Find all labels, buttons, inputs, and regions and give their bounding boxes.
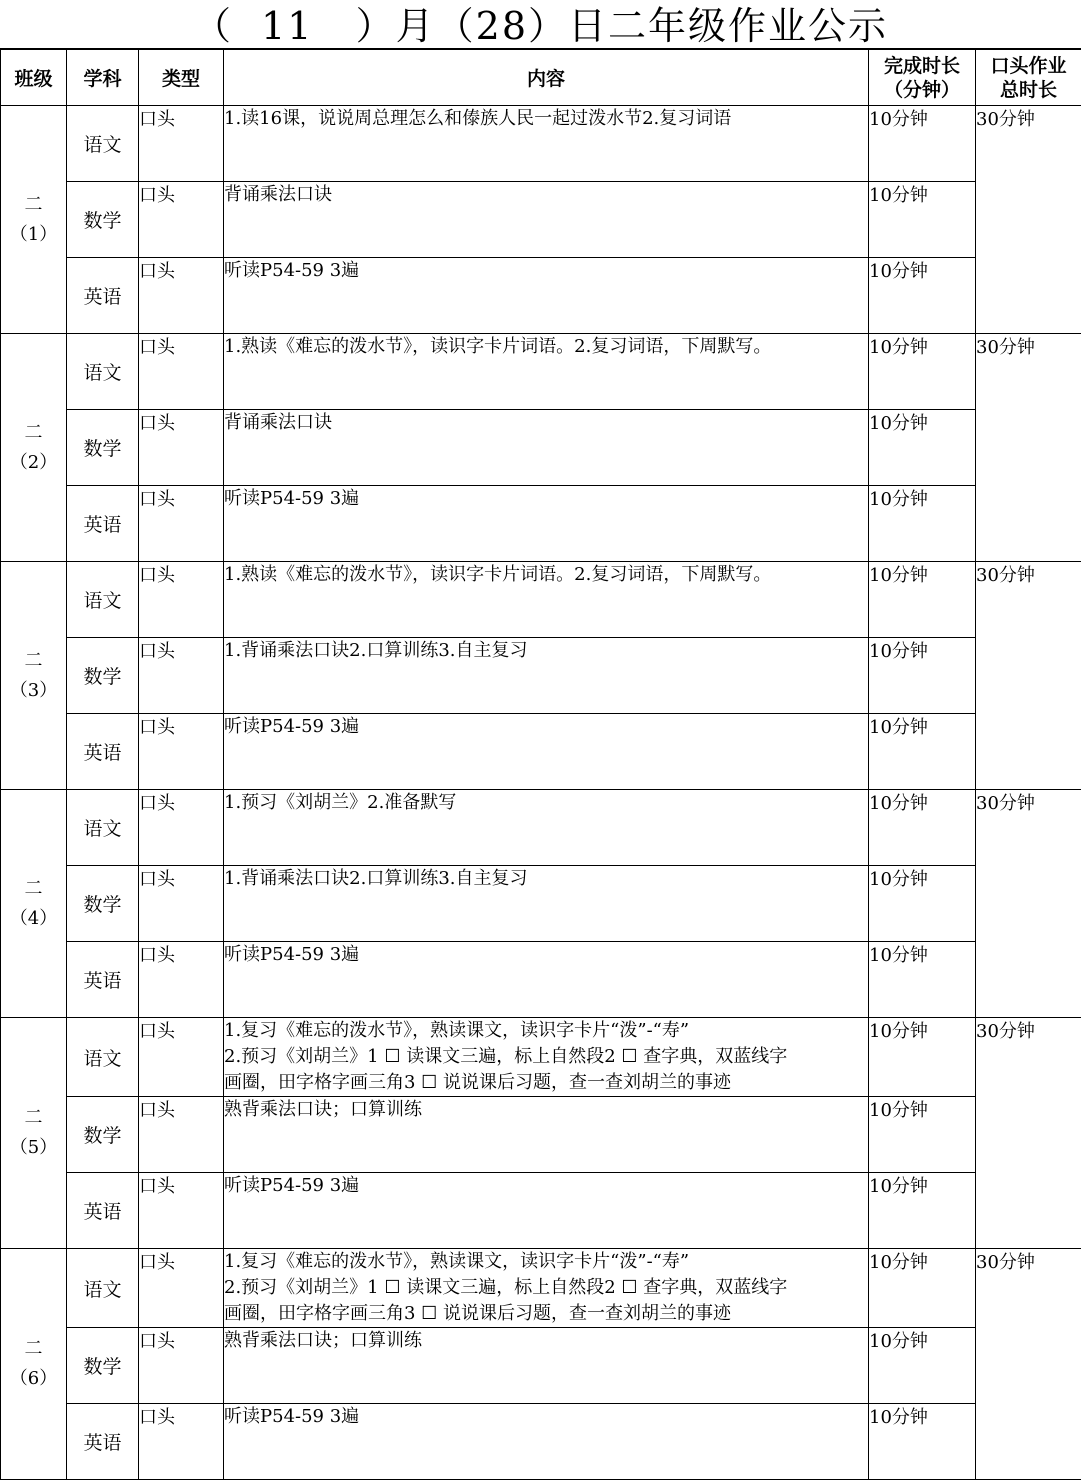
class-grade: 二 [1,874,66,904]
content-cell [224,790,869,866]
content-cell [224,638,869,714]
type-cell: 口头 [139,1328,224,1404]
header-total-line2: 总时长 [976,78,1081,102]
table-row [1,1328,1081,1404]
class-number: （1） [1,220,66,250]
duration-cell: 10分钟 [869,486,976,562]
table-row [1,1404,1081,1480]
subject-cell: 英语 [67,942,139,1018]
duration-cell: 10分钟 [869,714,976,790]
subject-cell: 数学 [67,1328,139,1404]
type-cell: 口头 [139,258,224,334]
content-line: 听读P54-59 3遍 [224,714,868,740]
subject-cell: 英语 [67,1404,139,1480]
table-row [1,1097,1081,1173]
content-line: 2.预习《刘胡兰》1 ☐ 读课文三遍，标上自然段2 ☐ 查字典，双蓝线字 [224,1044,868,1070]
table-body [1,106,1081,1480]
type-cell: 口头 [139,1249,224,1328]
total-duration-cell: 30分钟 [976,1018,1081,1249]
content-cell [224,1173,869,1249]
class-grade: 二 [1,646,66,676]
class-number: （3） [1,676,66,706]
duration-cell: 10分钟 [869,1328,976,1404]
class-cell [1,562,67,790]
content-cell [224,106,869,182]
duration-cell: 10分钟 [869,942,976,1018]
content-cell [224,486,869,562]
subject-cell: 语文 [67,334,139,410]
type-cell: 口头 [139,1018,224,1097]
subject-cell: 数学 [67,1097,139,1173]
header-row [1,50,1081,106]
class-cell [1,106,67,334]
duration-cell: 10分钟 [869,790,976,866]
class-grade: 二 [1,190,66,220]
content-line: 熟背乘法口诀；口算训练 [224,1328,868,1354]
header-duration-line2: （分钟） [869,78,975,102]
subject-cell: 英语 [67,714,139,790]
table-row [1,334,1081,410]
content-line: 背诵乘法口诀 [224,182,868,208]
subject-cell: 数学 [67,638,139,714]
duration-cell: 10分钟 [869,1097,976,1173]
header-type: 类型 [139,50,224,106]
table-row [1,258,1081,334]
homework-table [0,49,1081,1480]
header-content: 内容 [224,50,869,106]
content-line: 1.背诵乘法口诀2.口算训练3.自主复习 [224,638,868,664]
subject-cell: 语文 [67,106,139,182]
table-row [1,714,1081,790]
subject-cell: 语文 [67,562,139,638]
content-cell [224,410,869,486]
content-cell [224,1404,869,1480]
duration-cell: 10分钟 [869,1249,976,1328]
type-cell: 口头 [139,866,224,942]
table-row [1,638,1081,714]
total-duration-cell: 30分钟 [976,334,1081,562]
content-line: 背诵乘法口诀 [224,410,868,436]
subject-cell: 语文 [67,1249,139,1328]
type-cell: 口头 [139,334,224,410]
content-cell [224,866,869,942]
type-cell: 口头 [139,410,224,486]
duration-cell: 10分钟 [869,638,976,714]
table-row [1,106,1081,182]
content-line: 画圈，田字格字画三角3 ☐ 说说课后习题，查一查刘胡兰的事迹 [224,1070,868,1096]
header-duration-line1: 完成时长 [869,54,975,78]
page-title: （ 11 ）月（28）日二年级作业公示 [0,0,1081,49]
subject-cell: 语文 [67,1018,139,1097]
class-cell [1,1018,67,1249]
total-duration-cell: 30分钟 [976,790,1081,1018]
content-cell [224,182,869,258]
subject-cell: 英语 [67,486,139,562]
total-duration-cell: 30分钟 [976,562,1081,790]
type-cell: 口头 [139,1097,224,1173]
class-grade: 二 [1,1334,66,1364]
content-cell [224,562,869,638]
content-line: 1.复习《难忘的泼水节》，熟读课文，读识字卡片“泼”-“寿” [224,1249,868,1275]
content-line: 画圈，田字格字画三角3 ☐ 说说课后习题，查一查刘胡兰的事迹 [224,1301,868,1327]
content-cell [224,1097,869,1173]
class-number: （4） [1,904,66,934]
content-line: 听读P54-59 3遍 [224,486,868,512]
table-row [1,1018,1081,1097]
table-row [1,1249,1081,1328]
duration-cell: 10分钟 [869,1173,976,1249]
type-cell: 口头 [139,106,224,182]
type-cell: 口头 [139,638,224,714]
table-row [1,182,1081,258]
content-line: 1.预习《刘胡兰》2.准备默写 [224,790,868,816]
class-cell [1,790,67,1018]
total-duration-cell: 30分钟 [976,106,1081,334]
header-subject: 学科 [67,50,139,106]
total-duration-cell: 30分钟 [976,1249,1081,1480]
table-row [1,942,1081,1018]
content-line: 2.预习《刘胡兰》1 ☐ 读课文三遍，标上自然段2 ☐ 查字典，双蓝线字 [224,1275,868,1301]
table-row [1,486,1081,562]
content-line: 熟背乘法口诀；口算训练 [224,1097,868,1123]
content-cell [224,334,869,410]
content-line: 听读P54-59 3遍 [224,1404,868,1430]
content-line: 1.读16课，说说周总理怎么和傣族人民一起过泼水节2.复习词语 [224,106,868,132]
content-cell [224,1018,869,1097]
subject-cell: 数学 [67,410,139,486]
class-number: （6） [1,1364,66,1394]
duration-cell: 10分钟 [869,866,976,942]
type-cell: 口头 [139,942,224,1018]
content-cell [224,258,869,334]
table-row [1,1173,1081,1249]
subject-cell: 语文 [67,790,139,866]
header-total [976,50,1081,106]
subject-cell: 英语 [67,1173,139,1249]
content-line: 1.复习《难忘的泼水节》，熟读课文，读识字卡片“泼”-“寿” [224,1018,868,1044]
duration-cell: 10分钟 [869,258,976,334]
duration-cell: 10分钟 [869,1404,976,1480]
duration-cell: 10分钟 [869,334,976,410]
class-number: （5） [1,1133,66,1163]
content-cell [224,1249,869,1328]
subject-cell: 数学 [67,182,139,258]
class-cell [1,334,67,562]
duration-cell: 10分钟 [869,106,976,182]
header-total-line1: 口头作业 [976,54,1081,78]
type-cell: 口头 [139,1404,224,1480]
subject-cell: 数学 [67,866,139,942]
class-grade: 二 [1,418,66,448]
table-row [1,790,1081,866]
duration-cell: 10分钟 [869,410,976,486]
class-number: （2） [1,448,66,478]
content-line: 1.熟读《难忘的泼水节》，读识字卡片词语。2.复习词语，下周默写。 [224,334,868,360]
content-cell [224,942,869,1018]
content-line: 1.背诵乘法口诀2.口算训练3.自主复习 [224,866,868,892]
type-cell: 口头 [139,182,224,258]
table-row [1,562,1081,638]
table-row [1,410,1081,486]
content-cell [224,1328,869,1404]
content-line: 听读P54-59 3遍 [224,942,868,968]
table-row [1,866,1081,942]
subject-cell: 英语 [67,258,139,334]
header-duration [869,50,976,106]
duration-cell: 10分钟 [869,562,976,638]
duration-cell: 10分钟 [869,1018,976,1097]
duration-cell: 10分钟 [869,182,976,258]
content-cell [224,714,869,790]
type-cell: 口头 [139,790,224,866]
content-line: 听读P54-59 3遍 [224,1173,868,1199]
type-cell: 口头 [139,1173,224,1249]
header-class: 班级 [1,50,67,106]
type-cell: 口头 [139,714,224,790]
content-line: 1.熟读《难忘的泼水节》，读识字卡片词语。2.复习词语，下周默写。 [224,562,868,588]
class-grade: 二 [1,1103,66,1133]
content-line: 听读P54-59 3遍 [224,258,868,284]
class-cell [1,1249,67,1480]
type-cell: 口头 [139,562,224,638]
type-cell: 口头 [139,486,224,562]
